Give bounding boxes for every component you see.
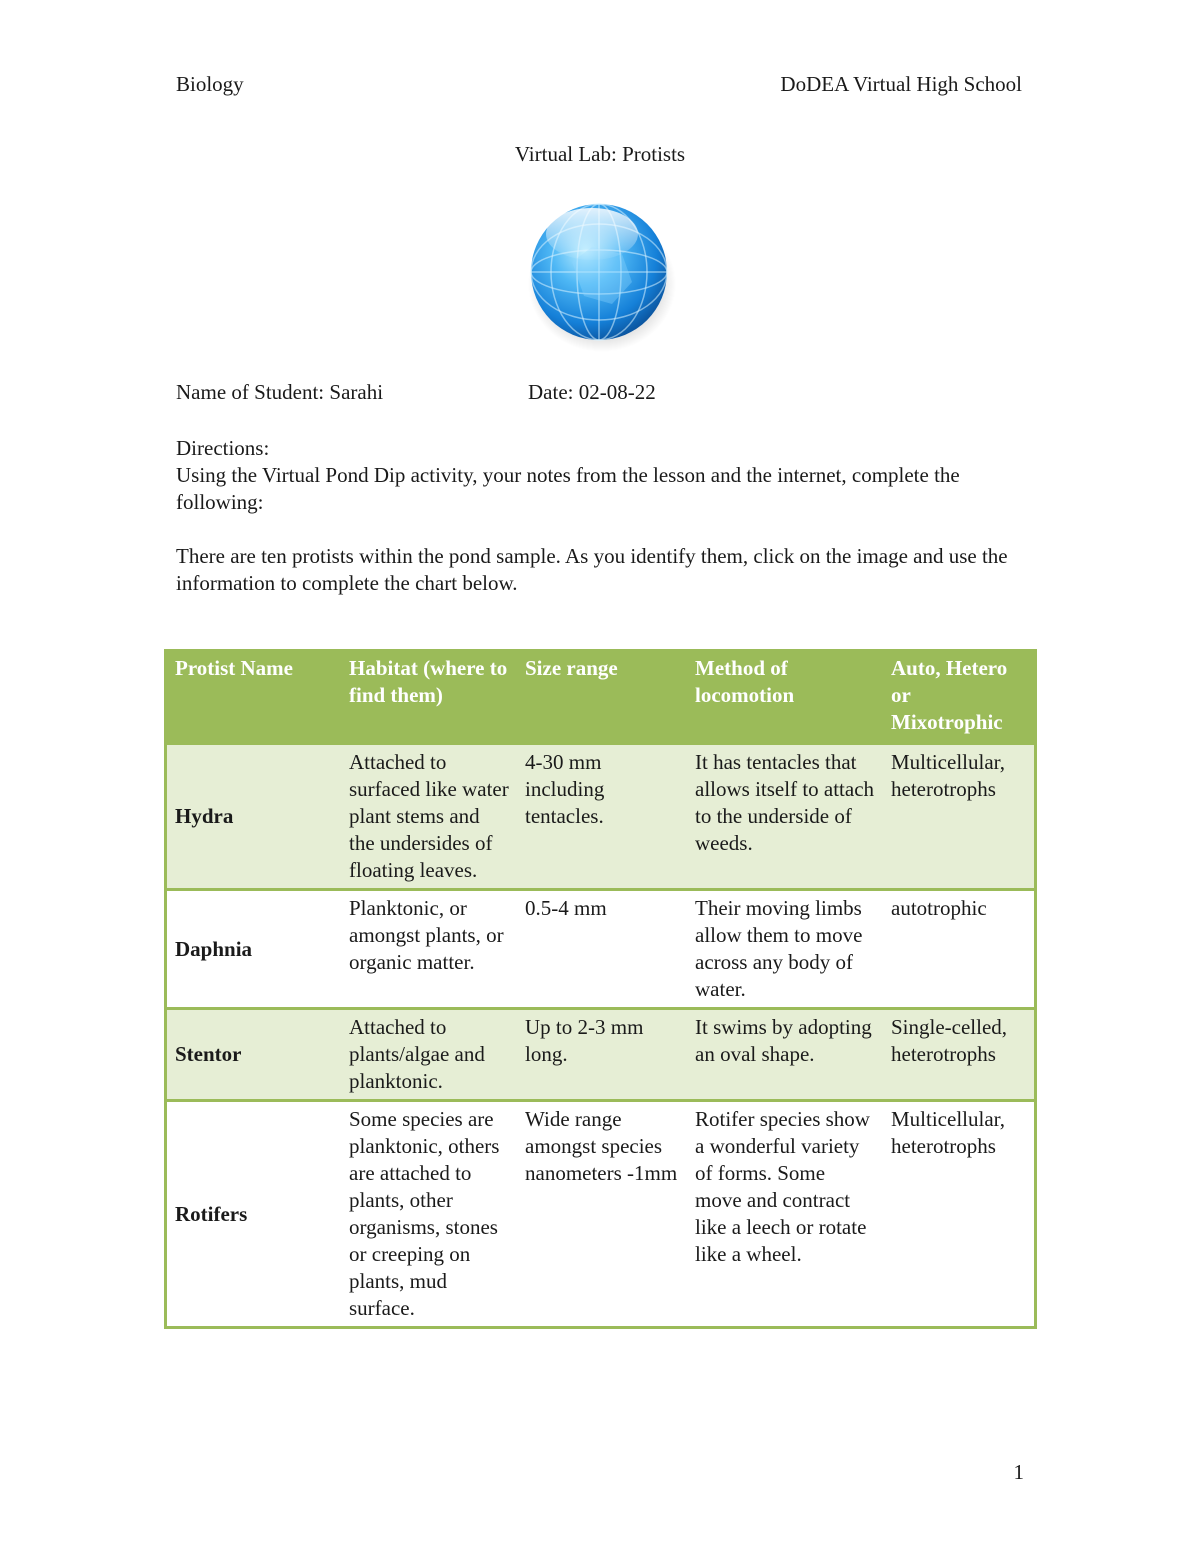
header-habitat: Habitat (where to find them) xyxy=(341,652,517,744)
table-header-row xyxy=(167,652,1034,744)
page-title: Virtual Lab: Protists xyxy=(514,142,686,166)
cell-habitat: Attached to plants/algae and planktonic. xyxy=(349,1015,485,1093)
student-name: Name of Student: Sarahi xyxy=(176,380,384,404)
protist-table xyxy=(167,652,1034,1326)
header-locomotion: Method of locomotion xyxy=(687,652,883,744)
protist-chart xyxy=(164,649,1037,1329)
page-number: 1 xyxy=(1013,1460,1024,1484)
table-row xyxy=(167,890,1034,1009)
directions-paragraph-1: Using the Virtual Pond Dip activity, your notes from the lesson and the internet, complete the following: xyxy=(176,463,960,514)
cell-locomotion: It has tentacles that allows itself to attach to the underside of weeds. xyxy=(695,750,875,855)
cell-locomotion: It swims by adopting an oval shape. xyxy=(695,1015,872,1066)
cell-protist-name: Stentor xyxy=(175,1042,242,1066)
cell-protist-name: Hydra xyxy=(175,804,234,828)
header-size-range: Size range xyxy=(517,652,687,744)
header-subject: Biology xyxy=(176,72,244,96)
cell-habitat: Attached to surfaced like water plant stems and the undersides of floating leaves. xyxy=(349,750,509,882)
cell-nutrition: Multicellular, heterotrophs xyxy=(891,1107,1006,1158)
table-row xyxy=(167,1101,1034,1327)
cell-size: Wide range amongst species nanometers -1mm xyxy=(525,1107,678,1185)
table-row xyxy=(167,744,1034,890)
cell-protist-name: Daphnia xyxy=(175,936,253,961)
directions-heading: Directions: xyxy=(176,436,270,460)
cell-size: 0.5-4 mm xyxy=(525,896,607,920)
date-field: Date: 02-08-22 xyxy=(528,380,656,404)
directions-paragraph-2: There are ten protists within the pond sample. As you identify them, click on the image and use the information to complete the chart below. xyxy=(176,544,1008,595)
directions-block xyxy=(176,435,1036,597)
cell-protist-name: Rotifers xyxy=(175,1201,248,1226)
cell-locomotion: Their moving limbs allow them to move across any body of water. xyxy=(695,896,863,1001)
cell-nutrition: Multicellular, heterotrophs xyxy=(891,750,1006,801)
cell-locomotion: Rotifer species show a wonderful variety of forms. Some move and contract like a leech or rotate like a wheel. xyxy=(695,1107,870,1266)
cell-nutrition: autotrophic xyxy=(891,896,987,920)
table-row xyxy=(167,1009,1034,1101)
cell-nutrition: Single-celled, heterotrophs xyxy=(891,1015,1008,1066)
cell-habitat: Planktonic, or amongst plants, or organic matter. xyxy=(349,896,504,974)
header-school: DoDEA Virtual High School xyxy=(780,72,1022,96)
header-nutrition: Auto, Hetero or Mixotrophic xyxy=(883,652,1034,744)
cell-habitat: Some species are planktonic, others are attached to plants, other organisms, stones or creeping on plants, mud surface. xyxy=(349,1107,500,1320)
header-protist-name: Protist Name xyxy=(167,652,341,744)
cell-size: 4-30 mm including tentacles. xyxy=(525,750,605,828)
cell-size: Up to 2-3 mm long. xyxy=(525,1015,644,1066)
globe-icon xyxy=(522,192,678,352)
